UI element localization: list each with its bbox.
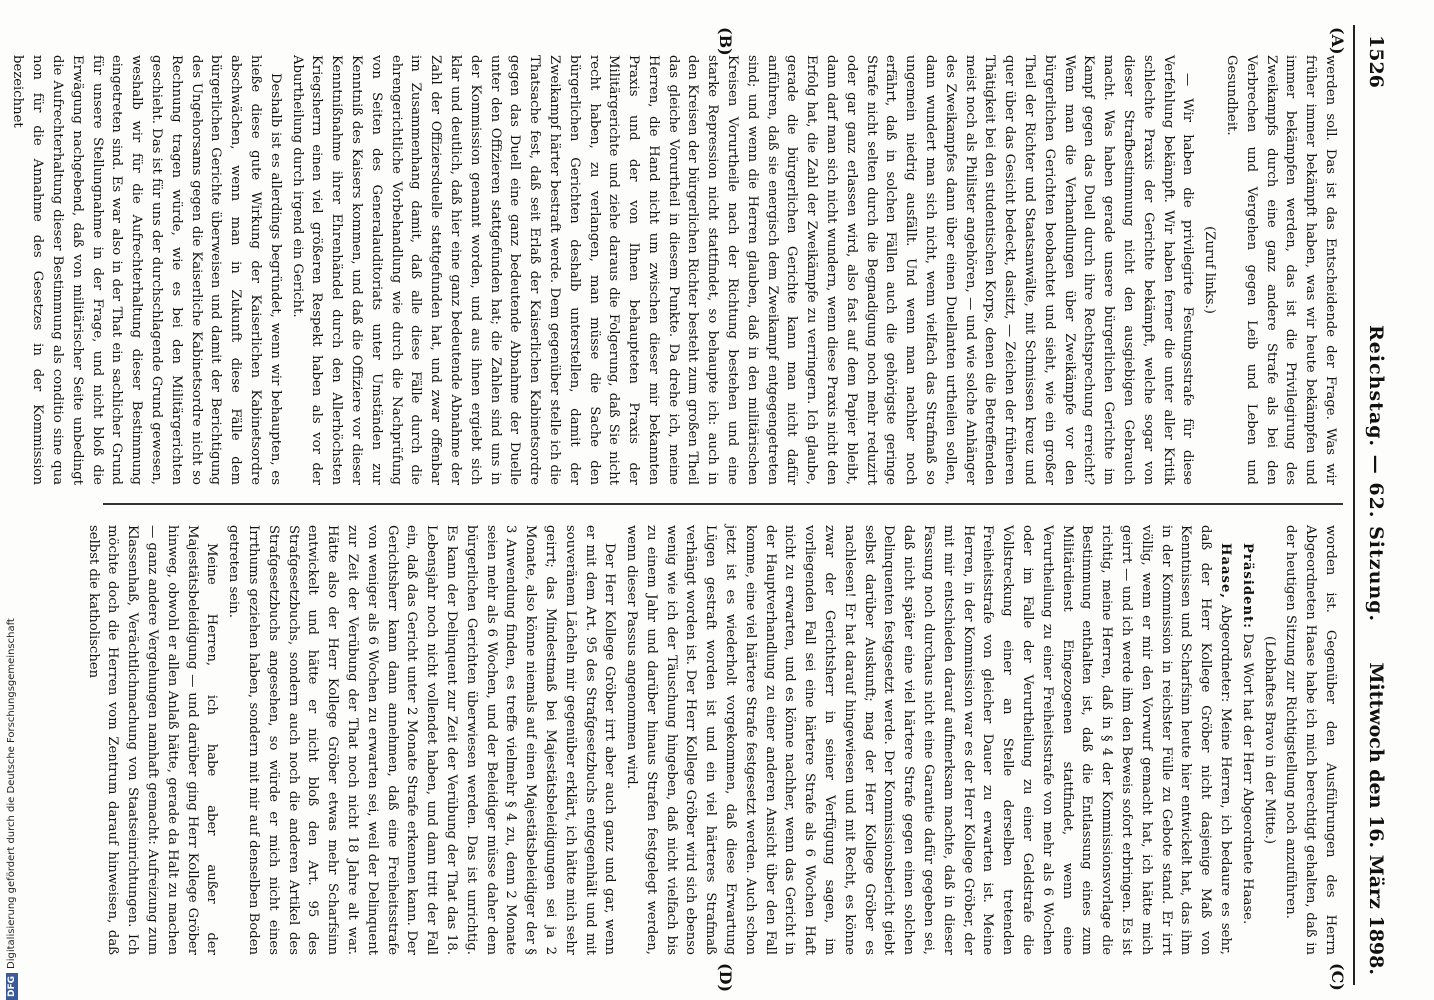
speech-text: Das Wort hat der Herr Abgeordnete Haase. [1239, 633, 1255, 925]
right-text-column [85, 525, 1340, 955]
page-number: 1526 [1365, 35, 1387, 88]
interjection: (Lebhaftes Bravo in der Mitte.) [1261, 636, 1277, 844]
footer-text: Digitalisierung gefördert durch die Deutsche Forschungsgemeinschaft [6, 618, 17, 969]
page-header [1353, 25, 1395, 985]
page-date: Mittwoch den 16. März 1898. [1365, 662, 1387, 975]
speech-paragraph [621, 525, 1235, 955]
margin-marker-d: (D) [716, 963, 735, 993]
margin-marker-b: (B) [716, 27, 735, 56]
margin-marker-c: (C) [1328, 963, 1347, 991]
paragraph: Deshalb ist es allerdings begründet, wenn wir behaupten, es hieße diese gute Wirkung der Kaiserlichen Kabinetsordre abschwächen, wenn man in Zukunft diese Fälle dem bürgerlichen Gerichte überweisen und damit der Berichtigung des Ungehorsams gegen die Kaiserliche Kabinetsordre nicht so Rechnung tragen würde, wie es bei den Militärgerichten geschieht. Das ist für uns der durchschlagende Grund gewesen, weshalb wir für die Aufrechterhaltung dieser Bestimmung eingetreten sind. Es war also in der That ein sachlicher Grund für unsere Stellungnahme in der Frage, und nicht bloß die Erwägung nachgebend, daß von militärischer Seite unbedingt die Aufrechterhaltung dieser Bestimmung als conditio sine qua non für die Annahme des Gesetzes in der Kommission bezeichnet [10, 55, 283, 485]
speech-text: Abgeordneter: Meine Herren, ich bedaure es sehr, daß der Herr Kollege Gröber nicht dasjenige Maß von Kenntnissen und Scharfsinn heute hier entwickelt hat, das ihm in der Kommission in reichster Fülle zu Gebote stand. Er irrt völlig, wenn er mir den Vorwurf gemacht hat, ich hätte mich geirrt — und ich werde ihm den Beweis sofort erbringen. Es ist richtig, meine Herren, daß in § 4 der Kommissionsvorlage die Bestimmung enthalten ist, daß die Entlassung eines zum Militärdienst Eingezogenen stattfindet, wenn eine Verurtheilung zu einer Freiheitsstrafe von mehr als 6 Wochen oder im Falle der Verurtheilung zu einer Geldstrafe die Vollstreckung einer an Stelle derselben tretenden Freiheitsstrafe von gleicher Dauer zu erwarten ist. Meine Herren, in der Kommission war es der Herr Kollege Gröber, der mit mir entschieden darauf aufmerksam machte, daß in dieser Fassung noch durchaus nicht eine Garantie dafür gegeben sei, daß nicht später eine viel härtere Strafe gegen einen solchen Delinquenten festgesetzt werde. Der Kommissionsbericht giebt selbst darüber Auskunft; mag der Herr Kollege Gröber es nachlesen! Er hat darauf hingewiesen und mit Recht, es könne zwar der Gerichtsherr in seiner Verfügung sagen, im vorliegenden Fall sei eine härtere Strafe als 6 Wochen Haft nicht zu erwarten, und es könne nachher, wenn das Gericht in der Hauptverhandlung zu einer anderen Ansicht über den Fall komme, eine viel härtere Strafe festgesetzt werden. Auch schon jetzt ist es wiederholt vorgekommen, daß diese Erwartung Lügen gestraft worden ist und ein viel härteres Strafmaß verhängt worden ist. Der Herr Kollege Gröber wird sich ebenso wenig wie ich der Täuschung hingeben, daß nicht vielfach bis zu einem Jahr und darüber hinaus Strafen festgelegt werden, wenn dieser Passus angenommen wird. [624, 525, 1234, 955]
paragraph: werden soll. Das ist das Entscheidende der Frage. Was wir früher immer bekämpft haben, was wir heute bekämpfen und immer bekämpfen werden, das ist die Privilegirung des Zweikampfs durch eine ganz andere Strafe als bei den Verbrechen und Vergehen gegen Leib und Leben und Gesundheit. [1224, 55, 1338, 485]
interjection: (Zuruf links.) [1202, 226, 1218, 314]
column-divider [103, 503, 1343, 505]
left-text-column [10, 55, 1340, 485]
page-title: Reichstag. — 62. Sitzung. [1365, 325, 1387, 623]
speaker-name: Haase, [1218, 543, 1234, 599]
digitization-footer [6, 0, 18, 1000]
paragraph: Der Herr Kollege Gröber irrt aber auch ganz und gar, wenn er mit dem Art. 95 des Strafgesetzbuchs entgegenhält und mit souveränem Lächeln mir gegenüber erklärt, ich hätte mich sehr geirrt; das Mindestmaß bei Majestätsbeleidigungen sei ja 2 Monate, also könne niemals auf einen Majestätsbeleidiger der § 3 Anwendung finden, es treffe vielmehr § 4 zu, denn 2 Monate seien mehr als 6 Wochen, und der Beleidiger müsse daher dem bürgerlichen Gerichten überwiesen werden. Das ist unrichtig. Es kann der Delinquent zur Zeit der Verübung der That das 18. Lebensjahr noch nicht vollendet haben, und dann tritt der Fall ein, daß das Gericht unter 2 Monate Strafe erkennen kann. Der Gerichtsherr kann dann annehmen, daß eine Freiheitsstrafe von weniger als 6 Wochen zu erwarten sei, weil der Delinquent zur Zeit der Verübung der That noch nicht 18 Jahre alt war. Hätte also der Herr Kollege Gröber etwas mehr Scharfsinn entwickelt und hätte er nicht bloß den Art. 95 des Strafgesetzbuchs, sondern auch noch die anderen Artikel des Strafgesetzbuchs angesehen, so würde er mich nicht eines Irrthums geziehen haben, sondern mit mir auf denselben Boden getreten sein. [226, 525, 618, 955]
paragraph: worden ist. Gegenüber den Ausführungen des Herrn Abgeordneten Haase habe ich mich berechtigt gehalten, daß in der heutigen Sitzung zur Richtigstellung noch anzuführen. [1283, 525, 1338, 955]
president-statement [1237, 525, 1257, 955]
speaker-name: Präsident: [1239, 543, 1255, 630]
paragraph: Meine Herren, ich habe aber außer der Majestätsbeleidigung — und darüber ging Herr Kollege Gröber hinweg, obwohl er allen Anlaß hätte, gerade da Halt zu machen — ganz andere Vergehungen namhaft gemacht: Aufreizung zum Klassenhaß, Verächtlichmachung von Staatseinrichtungen. Ich möchte doch die Herren vom Zentrum darauf hinweisen, daß selbst die katholischen [85, 525, 220, 955]
dfg-logo: DFG [6, 973, 18, 1000]
paragraph: — Wir haben die privilegirte Festungsstrafe für diese Verfehlung bekämpft. Wir haben ferner die unter aller Kritik schlechte Praxis der Gerichte bekämpft, welche sogar von dieser Strafbestimmung nicht den ausgiebigen Gebrauch macht. Was haben gerade unsere bürgerlichen Gerichte im Kampf gegen das Duell durch ihre Rechtsprechung erreicht? Wenn man die Verhandlungen über Zweikämpfe vor den bürgerlichen Gerichten beobachtet und sieht, wie ein großer Theil der Richter und Staatsanwälte, mit Schmissen kreuz und quer über das Gesicht bedeckt, dasitzt, — Zeichen der früheren Thätigkeit bei den studentischen Korps, denen die Betreffenden meist noch als Philister angehören, — und wie solche Anhänger des Zweikampfes dann über einen Duellanten urtheilen sollen, dann wundert man sich nicht, wenn vielfach das Strafmaß so ungemein niedrig ausfällt. Und wenn man nachher noch erfährt, daß in solchen Fällen auch die gehörigste geringe Strafe nicht selten durch die Begnadigung noch mehr reduzirt oder gar ganz erlassen wird, also fast auf dem Papier bleibt, dann darf man sich nicht wundern, wenn diese Praxis nicht den Erfolg hat, die Zahl der Zweikämpfe zu verringern. Ich glaube, gerade die bürgerlichen Gerichte kann man nicht dafür anführen, daß sie energisch dem Zweikampf entgegengetreten sind; und wenn die Herren glauben, daß in den militärischen Kreisen Vorurtheile nach der Richtung bestehen und eine starke Repression nicht stattfindet, so behaupte ich: auch in den Kreisen der bürgerlichen Richter besteht zum großen Theil das gleiche Vorurtheil in diesem Punkte. Da drehe ich, meine Herren, die Hand nicht um zwischen dieser mir bekannten Praxis und der von Ihnen behaupteten Praxis der Militärgerichte und ziehe daraus die Folgerung, daß Sie nicht recht haben, zu verlangen, man müsse die Sache den bürgerlichen Gerichten deshalb unterstellen, damit der Zweikampf härter bestraft werde. Dem gegenüber stelle ich die Thatsache fest, daß seit Erlaß der Kaiserlichen Kabinetsordre gegen das Duell eine ganz bedeutende Abnahme der Duelle unter den Offizieren stattgefunden hat; die Zahlen sind uns in der Kommission genannt worden, und aus ihnen ergiebt sich klar und deutlich, daß hier eine ganz bedeutende Abnahme der Zahl der Offiziersduelle stattgefunden hat, und zwar offenbar im Zusammenhang damit, daß alle diese Fälle durch die ehrengerichtliche Vorbehandlung wie durch die Nachprüfung von Seiten des Generalauditoriats unter Umständen zur Kenntniß des Kaisers kommen, und daß die Offiziere vor dieser Kenntnißnahme ihrer Ehrenhändel durch den Allerhöchsten Kriegsherrn einen viel größeren Respekt haben als vor der Aburtheilung durch irgend ein Gericht. [289, 55, 1196, 485]
margin-marker-a: (A) [1328, 27, 1347, 55]
